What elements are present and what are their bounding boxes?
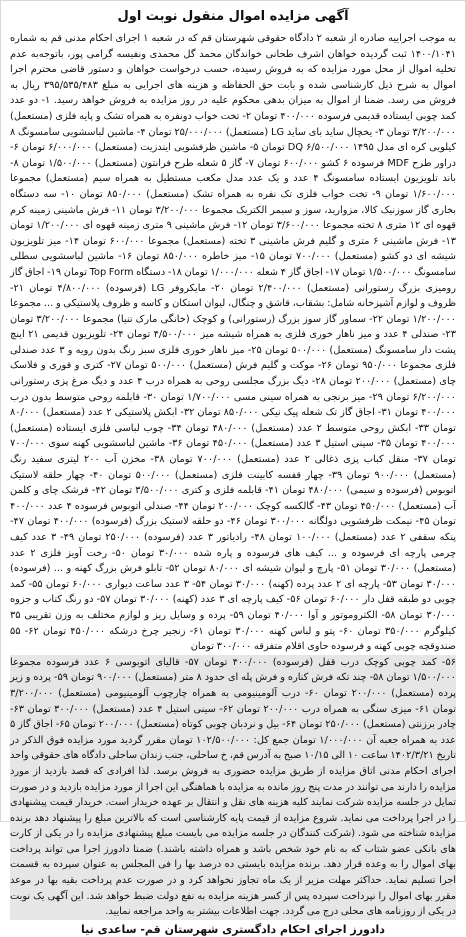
notice-body-highlighted: ۵۶- کمد چوبی کوچک درب قفل (فرسوده) ۴۰۰/۰۰۰ تومان ۵۷- قالیای اتوبوسی ۶ عدد فرسوده مجموعا ۱/۵۰۰/۰۰۰ تومان ۵۸- چند تکه فرش کناره و فرش پله ای حدود ۸ متر (مستعمل) ۹۰۰/۰۰۰ تومان ۵۹- پرده و زیر پرده (مستعمل) ۲۰۰/۰۰۰ تومان ۶۰- درب آلومینیومی به همراه چارچوب آلومینیومی (مستعمل) ۳/۲۰۰/۰۰۰ تومان ۶۱- میزی سنگی به همراه درب ۲۰۰/۰۰۰ تومان ۶۲- سینی استیل ۴ عدد (مستعمل) ۳۰۰/۰۰۰ تومان ۶۳- چادر برزنتی (مستعمل) ۲۵۰/۰۰۰ تومان ۶۴- بیل و نردبان چوبی کوتاه (مستعمل) ۲۰۰/۰۰۰ تومان ۶۵- اجاق گاز ۵ عدد به همراه جعبه آن ۱/۰۰۰/۰۰۰ تومان جمع کل: ۱۰۲/۵۰۰/۰۰۰ تومان مقرر گردید مورد مزایده فوق الذکر در تاریخ ۱۴۰۲/۳/۲۱ ساعت ۱۰ الی ۱۰/۱۵ صبح به آدرس قم، خ ساحلی، جنب زندان ساحلی دادگاه های حقوقی واحد اجرای احکام مدنی اتاق مزایده از طریق مزایده حضوری به فروش برسد. لذا افرادی که قصد بازدید از مورد مزایده را دارند می توانند در مدت پنج روز مانده به مزایده با هماهنگی این اجرا از مورد مزایده بازدید و در صورت تمایل در جلسه مزایده شرکت نمایند کلیه هزینه های نقل و انتقال بر عهده خریدار است. خریدار قیمت پیشنهادی را در اجرا پرداخت می نماید. شروع مزایده از قیمت پایه کارشناسی است که بالاترین مبلغ را پیشنهاد دهد برنده مزایده شناخته می شود. (شرکت کنندگان در جلسه مزایده می بایست مبلغ پیشنهادی مزایده را در یکی از کارت های بانکی عضو شتاب که به نام خود شخص باشد و همراه داشته باشند.) ضمنا دادورز اجرا می تواند پرداخت بهای اموال را به وعده قرار دهد. برنده مزایده بایستی ده درصد بها را فی المجلس به عنوان سپرده به قسمت اجرا تسلیم نماید. حداکثر مهلت مزیر از یک ماه تجاوز نخواهد کرد و در صورت عدم پرداخت بقیه بها در موعد مقرر بهای اموال را نپرداخت سپرده پس از کسر هزینه مزایده به نفع دولت ضبط خواهد شد. این آگهی یک نوبت در یکی از روزنامه های محلی درج می گردد. جهت اطلاعات بیشتر به واحد مراجعه نمایید. bbox=[10, 655, 456, 920]
notice-body: به موجب اجراییه صادره از شعبه ۲ دادگاه حقوقی شهرستان قم که در شعبه ۱ اجرای احکام مدنی قم به شماره ۱۴۰۰/۱۰۴۱ ثبت گردیده خواهان اشرف طحانی خواندگان محمد گل محمدی ونفیسه گرامی پور، باتوجه‌به عدم تخلیه اموال از محل مورد مزایده که به فروش رسیده، حسب درخواست خواهان و دستور قاضی محترم اجرا اموال به شرح ذیل کارشناسی شده و بابت حق الحفاظه و هزینه های اجرایی به مبلغ ۳۹۵/۵۳۵/۴۸۳ ریال به فروش می رسد. ضمنا از اموال به میزان بدهی محکوم علیه در روز مزایده به فروش خواهد رسید. ۱- دو عدد کمد چوبی ایستاده قدیمی فرسوده ۴۰۰/۰۰۰ تومان ۲- تخت خواب دونفره به همراه تشک و پایه فلزی (مستعمل) ۳/۲۰۰/۰۰۰ تومان ۳- یخچال ساید بای ساید LG (مستعمل) ۲۵/۰۰۰/۰۰۰ تومان ۴- ماشین لباسشویی سامسونگ ۸ کیلویی کره ای مدل ۱۴۹۵ DQ ۶/۵۰۰/۰۰۰ تومان ۵- ماشین ظرفشویی ایندزیت (مستعمل) ۶/۰۰۰/۰۰۰ تومان ۶- دراور طرح MDF فرسوده ۶ کشو ۶۰۰/۰۰۰ تومان ۷- گاز ۵ شعله طرح فرانتون (مستعمل) ۱/۵۰۰/۰۰۰ تومان ۸- باند تلویزیون ایستاده سامسونگ ۴ عدد و یک عدد مدل مکعب مستطیل به همراه سیم (مستعمل) مجموعا ۱/۶۰۰/۰۰۰ تومان ۹- تخت خواب فلزی تک نفره به همراه تشک (مستعمل) ۸۵۰/۰۰۰ تومان ۱۰- سه دستگاه بخاری گاز سوزنیک کالا، مزوارید، سوز و سیمر الکتریک مجموعا ۳/۲۰۰/۰۰۰ تومان ۱۱- فرش ماشینی زمینه کرم قهوه ای ۱۲ متری ۸ تخته مجموعا ۳/۶۰۰/۰۰۰ تومان ۱۲- فرش ماشینی ۹ متری زمینه قهوه ای ۱/۲۰۰/۰۰۰ تومان ۱۳- فرش ماشینی ۶ متری و گلیم فرش ماشینی ۳ تخته (مستعمل) مجموعا ۶۰۰/۰۰۰ تومان ۱۴- میز تلویزیون شیشه ای دو کشو (مستعمل) ۷۰۰/۰۰۰ تومان ۱۵- میز خاطره ۸۵۰/۰۰۰ تومان ۱۶- ماشین لباسشویی سطلی سامسونگ ۱/۵۰۰/۰۰۰ تومان ۱۷- اجاق گاز ۴ شعله ۱/۰۰۰/۰۰۰ تومان ۱۸- دستگاه Top Form تومان ۱۹- اجاق گاز رومیزی بزرگ رستورانی (مستعمل) ۲/۴۰۰/۰۰۰ تومان ۲۰- مایکروفر LG (فرسوده) ۴/۸۰۰/۰۰۰ تومان ۲۱- ظروف و لوازم آشپزخانه شامل: بشقاب، قاشق و چنگال، لیوان استکان و کاسه و ظروف پلاستیکی و ... مجموعا ۱/۲۰۰/۰۰۰ تومان ۲۲- سماور گاز سوز بزرگ (رستورانی) و کوچک (خانگی مارک تنیا) مجموعا ۳/۲۰۰/۰۰۰ تومان ۲۳- صندلی ۴ عدد و میز ناهار خوری فلزی به همراه شیشه میز ۴/۵۰۰/۰۰۰ تومان ۲۴- تلویزیون قدیمی ۲۱ اینچ پشت دار سامسونگ (مستعمل) ۵۰۰/۰۰۰ تومان ۲۵- میز ناهار خوری فلزی سبز رنگ بدون رویه و ۳ عدد صندلی فلزی مجموعا ۹۵۰/۰۰۰ تومان ۲۶- موکت و گلیم فرش (مستعمل) ۵۰۰/۰۰۰ تومان ۲۷- کتری و قوری و فلاسک چای (مستعمل) ۲۰۰/۰۰۰ تومان ۲۸- دیگ بزرگ مجلسی روحی به همراه درب ۴ عدد و دیگ مرغ پزی رستورانی ۶/۲۰۰/۰۰۰ تومان ۲۹- میز برنجی به همراه سینی مسی ۱/۷۰۰/۰۰۰ تومان ۳۰- قابلمه روحی متوسط بدون درب ۴۰۰/۰۰۰ تومان ۳۱- اجاق گاز تک شعله پیک نیکی ۸۵۰/۰۰۰ تومان ۳۲- ابکش پلاستیکی ۲ عدد (مستعمل) ۸۰/۰۰۰ تومان ۳۳- ابکش روحی متوسط ۲ عدد (مستعمل) ۴۸۰/۰۰۰ تومان ۳۴- چوب لباسی فلزی ایستاده (مستعمل) ۴۰۰/۰۰۰ تومان ۳۵- سینی استیل ۳ عدد (مستعمل) ۴۵۰/۰۰۰ تومان ۳۶- ماشین لباسشویی کهنه سوی ۷۰۰/۰۰۰ تومان ۳۷- منقل کباب پزی ذغالی ۲ عدد (مستعمل) ۷۰۰/۰۰۰ تومان ۳۸- مخزن آب ۲۰۰ لیتری سفید رنگ (مستعمل) ۹۰۰/۰۰۰ تومان ۳۹- چهار قفسه کابینت فلزی (مستعمل) ۵۰۰/۰۰۰ تومان ۴۰- چهار حلقه لاستیک اتوبوس (فرسوده و سیمی) ۴۸۰/۰۰۰ تومان ۴۱- قابلمه فلزی و کتری ۳/۵۰۰/۰۰۰ تومان ۴۲- فرشک چای و کلمن آب (مستعمل) ۴۵۰/۰۰۰ تومان ۴۳- گالکسه کوچک ۲۰۰/۰۰۰ تومان ۴۴- صندلی اتوبوس فرسوده ۴ عدد ۴۰۰/۰۰۰ تومان ۴۵- نیمکت ظرفشویی دولگانه ۳۰۰/۰۰۰ تومان ۴۶- دو حلقه لاستیک بزرگ (فرسوده) ۴۰۰/۰۰۰ تومان ۴۷- پنکه سقفی ۲ عدد (مستعمل) ۱۰۰/۰۰۰ تومان ۴۸- رادیاتور ۳ عدد (فرسوده) ۲۵۰/۰۰۰ تومان ۴۹- ۳ عدد کیف چرمی پارچه ای فرسوده و ... کیف های فرسوده و پاره شده ۳۰/۰۰۰ تومان ۵۰- رخت آویز فلزی ۲ عدد (مستعمل) ۳۰/۰۰۰ تومان ۵۱- پارچ و لیوان شیشه ای ۸۰/۰۰۰ تومان ۵۲- تابلو فرش بزرگ کهنه و ... (فرسوده) ۳۰/۰۰۰ تومان ۵۳- پارچه ای ۲ عدد پرده (کهنه) ۳۰/۰۰۰ تومان ۵۴- ۳ عدد ساعت دیواری ۶۰/۰۰۰ تومان ۵۵- کمد چوبی دو طبقه قفل دار ۶۰/۰۰۰ تومان ۵۶- کیف پارچه ای ۳ عدد (کهنه) ۳۰/۰۰۰ تومان ۵۷- دو رنگ کتاب و جزوه ۳۰/۰۰۰ تومان ۵۸- الکتروموتور و آوا ۴۰/۰۰۰ تومان ۵۹- پرده و وسایل ریز و لوازم مختلف به وزن تقریبی ۳۵ کیلوگرم ۳۵۰/۰۰۰ تومان ۶۰- پتو و لباس کهنه ۳۰/۰۰۰ تومان ۶۱- زنجیر چرخ درشکه ۴۵۰/۰۰۰ تومان ۶۲- ۵۵ صندوقچه چوبی کهنه و فرسوده حاوی اقلام متفرقه ۳۰۰/۰۰۰ تومان bbox=[10, 33, 457, 653]
notice-signature: دادورز اجرای احکام دادگستری شهرستان قم- ساعدی نیا bbox=[81, 922, 385, 936]
notice-title: آگهی مزایده اموال منقول نوبت اول bbox=[117, 9, 349, 24]
